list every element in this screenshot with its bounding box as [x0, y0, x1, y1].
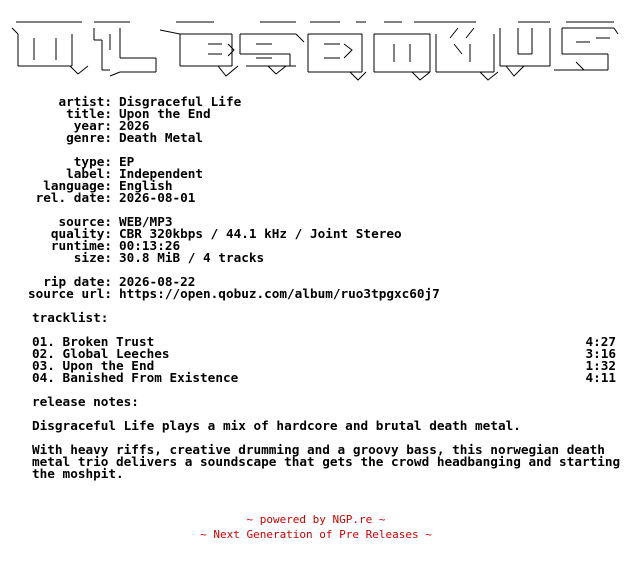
language-label: language:	[43, 178, 112, 193]
year-value: 2026	[119, 118, 150, 133]
runtime-value: 00:13:26	[119, 238, 181, 253]
rel-date-value: 2026-08-01	[119, 190, 196, 205]
track-row	[32, 372, 616, 384]
track-duration: 4:11	[585, 370, 616, 385]
source-label: source:	[58, 214, 112, 229]
title-value: Upon the End	[119, 106, 211, 121]
source-url-value[interactable]: https://open.qobuz.com/album/ruo3tpgxc60j7	[119, 286, 440, 301]
footer-powered-by[interactable]: ~ powered by NGP.re ~	[246, 513, 386, 526]
language-value: English	[119, 178, 173, 193]
source-value: WEB/MP3	[119, 214, 173, 229]
rip-date-value: 2026-08-22	[119, 274, 196, 289]
release-notes-paragraph: Disgraceful Life plays a mix of hardcore and brutal death metal.	[32, 418, 521, 433]
record-label-value: Independent	[119, 166, 204, 181]
info-row-rel-date	[0, 190, 196, 205]
year-label: year:	[73, 118, 112, 133]
type-label: type:	[73, 154, 112, 169]
track-title: 04. Banished From Existence	[32, 370, 239, 385]
source-url-label: source url:	[27, 286, 112, 301]
type-value: EP	[119, 154, 135, 169]
info-row-source-url	[0, 286, 440, 301]
track-title: 03. Upon the End	[32, 358, 155, 373]
info-row-genre	[0, 130, 204, 145]
artist-value: Disgraceful Life	[119, 94, 242, 109]
size-label: size:	[73, 250, 112, 265]
release-notes-paragraph: With heavy riffs, creative drumming and a groovy bass, this norwegian death metal trio delivers a soundscape that gets the crowd headbanging and starting the moshpit.	[32, 442, 621, 481]
tracklist-heading: tracklist:	[32, 310, 109, 325]
record-label-label: label:	[66, 166, 112, 181]
title-label: title:	[66, 106, 112, 121]
rel-date-label: rel. date:	[35, 190, 112, 205]
artist-label: artist:	[58, 94, 112, 109]
footer-tagline: ~ Next Generation of Pre Releases ~	[200, 528, 432, 541]
rip-date-label: rip date:	[43, 274, 112, 289]
track-duration: 1:32	[585, 358, 616, 373]
track-duration: 4:27	[585, 334, 616, 349]
release-notes-heading: release notes:	[32, 394, 139, 409]
runtime-label: runtime:	[50, 238, 112, 253]
size-value: 30.8 MiB / 4 tracks	[119, 250, 265, 265]
ascii-art-logo	[10, 14, 622, 84]
info-row-size	[0, 250, 265, 265]
track-duration: 3:16	[585, 346, 616, 361]
track-title: 02. Global Leeches	[32, 346, 170, 361]
genre-label: genre:	[66, 130, 112, 145]
quality-label: quality:	[50, 226, 112, 241]
genre-value: Death Metal	[119, 130, 204, 145]
track-title: 01. Broken Trust	[32, 334, 155, 349]
quality-value: CBR 320kbps / 44.1 kHz / Joint Stereo	[119, 226, 402, 241]
